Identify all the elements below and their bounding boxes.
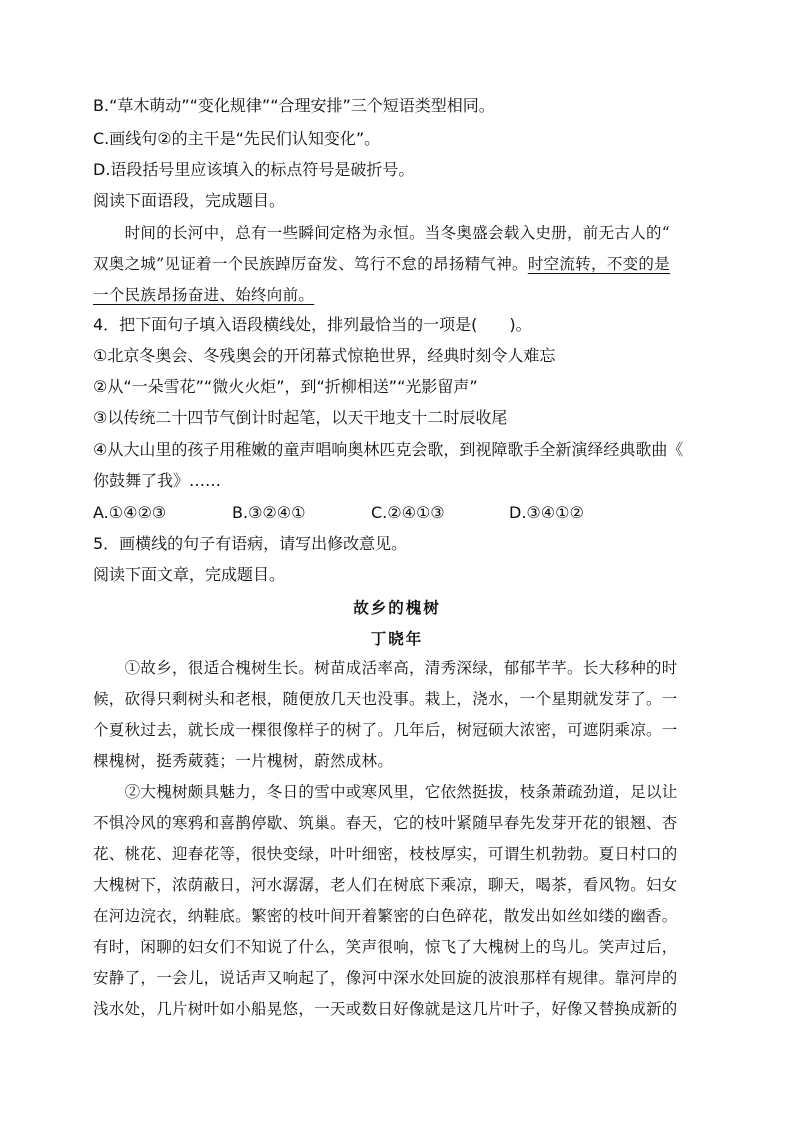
paragraph-2-line: 在河边浣衣，纳鞋底。繁密的枝叶间开着繁密的白色碎花，散发出如丝如缕的幽香。 — [93, 907, 678, 925]
question-5-stem: 5．画横线的句子有语病，请写出修改意见。 — [93, 534, 408, 553]
question-4-stem: 4．把下面句子填入语段横线处，排列最恰当的一项是( )。 — [93, 315, 532, 334]
paragraph-2-line: 安静了，一会儿，说话声又响起了，像河中深水处回旋的波浪那样有规律。靠河岸的 — [93, 969, 678, 987]
paragraph-2-line: 花、桃花、迎春花等，很快变绿，叶叶细密，枝枝厚实，可谓生机勃勃。夏日村口的 — [93, 845, 678, 863]
underlined-sentence-part-1: 时空流转，不变的是 — [527, 255, 671, 273]
paragraph-2-line: 有时，闲聊的妇女们不知说了什么，笑声很响，惊飞了大槐树上的鸟儿。笑声过后， — [93, 938, 678, 956]
option-c-line: C.画线句②的主干是“先民们认知变化”。 — [93, 129, 381, 148]
article-title: 故乡的槐树 — [353, 598, 441, 617]
passage-1-line-1: 时间的长河中，总有一些瞬间定格为永恒。当冬奥盛会载入史册，前无古人的“ — [93, 224, 671, 242]
choice-b: B.③②④① — [232, 503, 306, 522]
sentence-2: ②从“一朵雪花”“微火火炬”，到“折柳相送”“光影留声” — [93, 377, 478, 396]
sentence-1: ①北京冬奥会、冬残奥会的开闭幕式惊艳世界，经典时刻令人难忘 — [93, 346, 556, 365]
passage-1-line-3 — [93, 284, 701, 306]
passage-1-text: 双奥之城”见证着一个民族踔厉奋发、笃行不怠的昂扬精气神。 — [93, 255, 528, 273]
paragraph-2-line: ②大槐树颇具魅力，冬日的雪中或寒风里，它依然挺拔，枝条萧疏劲道，足以让 — [93, 783, 678, 801]
choice-d: D.③④①② — [509, 503, 584, 522]
choice-c: C.②④①③ — [371, 503, 445, 522]
paragraph-1-line: 棵槐树，挺秀葳蕤；一片槐树，蔚然成林。 — [93, 752, 394, 770]
reading-instruction-2: 阅读下面文章，完成题目。 — [93, 565, 286, 584]
paragraph-1-line: ①故乡，很适合槐树生长。树苗成活率高，清秀深绿，郁郁芊芊。长大移种的时 — [93, 659, 678, 677]
paragraph-2-line: 浅水处，几片树叶如小船晃悠，一天或数日好像就是这几片叶子，好像又替换成新的 — [93, 1000, 678, 1018]
sentence-3: ③以传统二十四节气倒计时起笔，以天干地支十二时辰收尾 — [93, 408, 508, 427]
paragraph-2-line: 不惧冷风的寒鸦和喜鹊停歇、筑巢。春天，它的枝叶紧随早春先发芽开花的银翘、杏 — [93, 814, 678, 832]
option-b-line: B.“草木萌动”“变化规律”“合理安排”三个短语类型相同。 — [93, 96, 495, 115]
passage-1-line-2 — [93, 253, 701, 275]
option-d-line: D.语段括号里应该填入的标点符号是破折号。 — [93, 160, 415, 179]
paragraph-1-line: 个夏秋过去，就长成一棵很像样子的树了。几年后，树冠硕大浓密，可遮阴乘凉。一 — [93, 721, 678, 739]
article-author: 丁晓年 — [370, 629, 424, 648]
paragraph-1-line: 候，砍得只剩树头和老根，随便放几天也没事。栽上，浇水，一个星期就发芽了。一 — [93, 690, 678, 708]
sentence-4-line-2: 你鼓舞了我》…… — [93, 471, 222, 490]
reading-instruction-1: 阅读下面语段，完成题目。 — [93, 191, 286, 210]
underlined-sentence-part-2: 一个民族昂扬奋进、始终向前。 — [93, 286, 315, 304]
paragraph-2-line: 大槐树下，浓荫蔽日，河水潺潺，老人们在树底下乘凉，聊天，喝茶，看风物。妇女 — [93, 876, 678, 894]
sentence-4-line-1: ④从大山里的孩子用稚嫩的童声唱响奥林匹克会歌，到视障歌手全新演绎经典歌曲《 — [93, 440, 684, 459]
choice-a: A.①④②③ — [93, 503, 167, 522]
